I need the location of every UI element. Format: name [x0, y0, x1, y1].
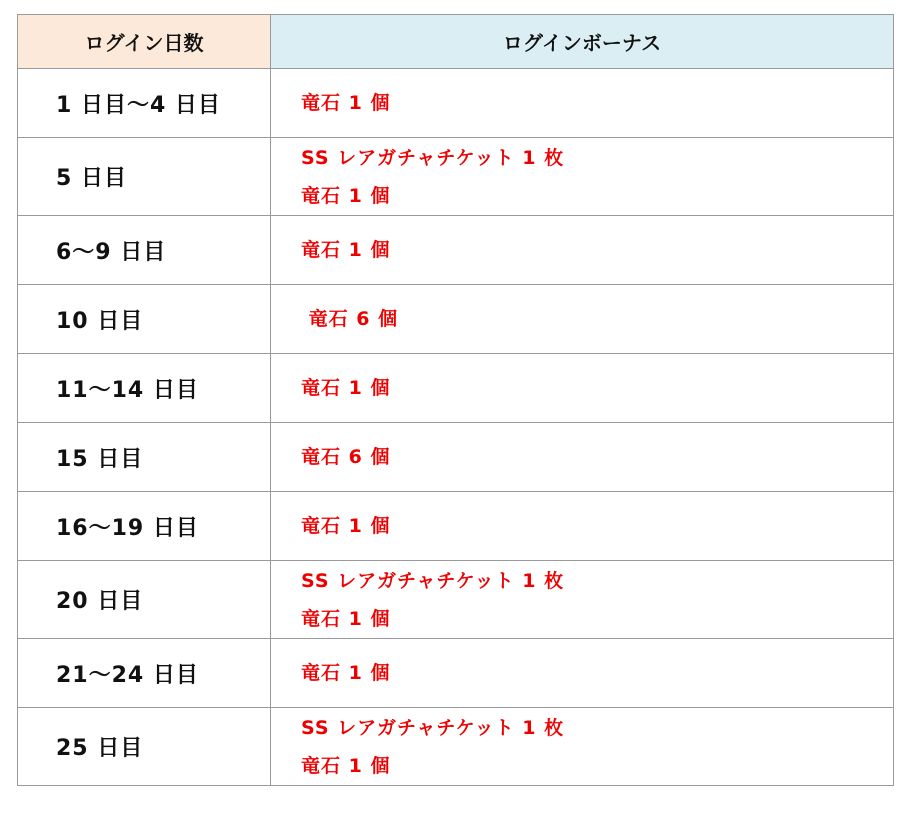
- bonus-item: 竜石 6 個: [301, 308, 399, 330]
- login-bonus-cell: [271, 69, 894, 138]
- login-days-cell: 1 日目～4 日目: [18, 69, 271, 138]
- login-days-cell: 11～14 日目: [18, 354, 271, 423]
- bonus-item: 竜石 1 個: [301, 239, 391, 261]
- table-row: [18, 216, 894, 285]
- table-row: [18, 708, 894, 786]
- bonus-item: 竜石 1 個: [301, 607, 391, 630]
- login-bonus-cell: [271, 492, 894, 561]
- login-days-cell: 10 日目: [18, 285, 271, 354]
- bonus-item: 竜石 1 個: [301, 754, 391, 777]
- login-bonus-cell: [271, 423, 894, 492]
- login-days-cell: 16～19 日目: [18, 492, 271, 561]
- login-days-cell: 6～9 日目: [18, 216, 271, 285]
- login-bonus-cell: [271, 138, 894, 216]
- login-days-cell: 21～24 日目: [18, 639, 271, 708]
- bonus-item: SS レアガチャチケット 1 枚: [301, 146, 565, 169]
- login-bonus-table: [17, 14, 894, 786]
- bonus-item: 竜石 6 個: [301, 446, 391, 468]
- login-bonus-cell: [271, 354, 894, 423]
- bonus-item: 竜石 1 個: [301, 184, 391, 207]
- table-header-row: [18, 15, 894, 69]
- login-bonus-cell: [271, 285, 894, 354]
- login-bonus-cell: [271, 639, 894, 708]
- table-row: [18, 138, 894, 216]
- login-days-cell: 25 日目: [18, 708, 271, 786]
- login-bonus-cell: [271, 708, 894, 786]
- table-row: [18, 561, 894, 639]
- table-row: [18, 423, 894, 492]
- login-days-cell: 15 日目: [18, 423, 271, 492]
- table-row: [18, 69, 894, 138]
- bonus-item: SS レアガチャチケット 1 枚: [301, 716, 565, 739]
- table-row: [18, 285, 894, 354]
- bonus-item: 竜石 1 個: [301, 515, 391, 537]
- bonus-item: 竜石 1 個: [301, 377, 391, 399]
- header-login-days: ログイン日数: [18, 15, 271, 69]
- bonus-item: 竜石 1 個: [301, 92, 391, 114]
- table-row: [18, 354, 894, 423]
- login-days-cell: 20 日目: [18, 561, 271, 639]
- table-row: [18, 492, 894, 561]
- bonus-item: SS レアガチャチケット 1 枚: [301, 569, 565, 592]
- table-row: [18, 639, 894, 708]
- bonus-item: 竜石 1 個: [301, 662, 391, 684]
- login-days-cell: 5 日目: [18, 138, 271, 216]
- header-login-bonus: ログインボーナス: [271, 15, 894, 69]
- login-bonus-cell: [271, 216, 894, 285]
- login-bonus-cell: [271, 561, 894, 639]
